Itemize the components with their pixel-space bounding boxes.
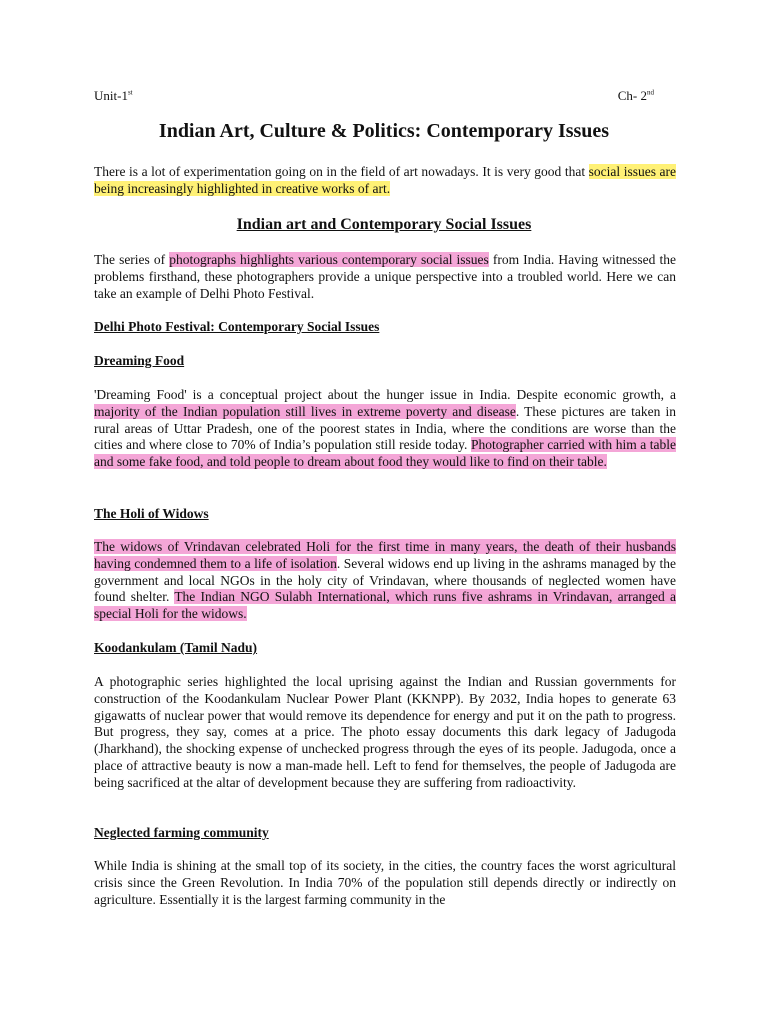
unit-label: Unit-1st [94,88,133,103]
koodankulam-paragraph: A photographic series highlighted the local uprising against the Indian and Russian governments for construction of the Koodankulam Nuclear Power Plant (KKNPP). By 2032, India hopes to generate 63 gigawatts of nuclear power that would remove its dependence for energy and put it on the path to progress. But progress, they say, comes at a price. The photo essay documents this dark legacy of Jadugoda (Jharkhand), the shocking expense of unchecked progress through the eyes of its people. Jadugoda, once a place of attractive beauty is now a man-made hell. Left to fend for themselves, the people of Jadugoda are being sacrificed at the altar of development because they are suffering from radioactivity. [94,674,676,790]
highlight: social issues are being increasingly highlighted in creative works of art. [94,164,676,196]
farming-heading: Neglected farming community [94,825,269,840]
highlight: majority of the Indian population still lives in extreme poverty and disease [94,403,516,419]
highlight: The Indian NGO Sulabh International, which runs five ashrams in Vrindavan, arranged a special Holi for the widows. [94,589,676,622]
highlight: The widows of Vrindavan celebrated Holi for the first time in many years, the death of their husbands having condemned them to a life of isolation [94,539,676,571]
dreaming-food-heading: Dreaming Food [94,353,185,368]
festival-heading: Delhi Photo Festival: Contemporary Social Issues [94,319,380,334]
page-header [94,88,654,104]
chapter-label: Ch- 2nd [617,88,654,103]
section-title: Indian art and Contemporary Social Issues [236,216,532,233]
document-title: Indian Art, Culture & Politics: Contemporary Issues [158,120,610,142]
koodankulam-heading: Koodankulam (Tamil Nadu) [94,640,258,655]
dreaming-food-paragraph: 'Dreaming Food' is a conceptual project about the hunger issue in India. Despite economic growth, a majority of the Indian population still lives in extreme poverty and disease. These pictures are taken in rural areas of Uttar Pradesh, one of the poorest states in India, where the conditions are worse than the cities and where close to 70% of India’s population still reside today. Photographer carried with him a table and some fake food, and told people to dream about food they would like to find on their table. [94,387,676,470]
series-paragraph: The series of photographs highlights various contemporary social issues from India. Having witnessed the problems firsthand, these photographers provide a unique perspective into a troubled world. Here we can take an example of Delhi Photo Festival. [94,252,676,301]
intro-paragraph: There is a lot of experimentation going on in the field of art nowadays. It is very good that social issues are being increasingly highlighted in creative works of art. [94,164,676,196]
holi-paragraph: The widows of Vrindavan celebrated Holi for the first time in many years, the death of their husbands having condemned them to a life of isolation. Several widows end up living in the ashrams managed by the government and local NGOs in the holy city of Vrindavan, where thousands of neglected women have found shelter. The Indian NGO Sulabh International, which runs five ashrams in Vrindavan, arranged a special Holi for the widows. [94,539,676,622]
farming-paragraph: While India is shining at the small top of its society, in the cities, the country faces the worst agricultural crisis since the Green Revolution. In India 70% of the population still depends directly or indirectly on agriculture. Essentially it is the largest farming community in the [94,858,676,907]
holi-heading: The Holi of Widows [94,506,209,521]
highlight: photographs highlights various contemporary social issues [169,252,489,267]
highlight: Photographer carried with him a table and some fake food, and told people to dream about food they would like to find on their table. [94,437,676,470]
